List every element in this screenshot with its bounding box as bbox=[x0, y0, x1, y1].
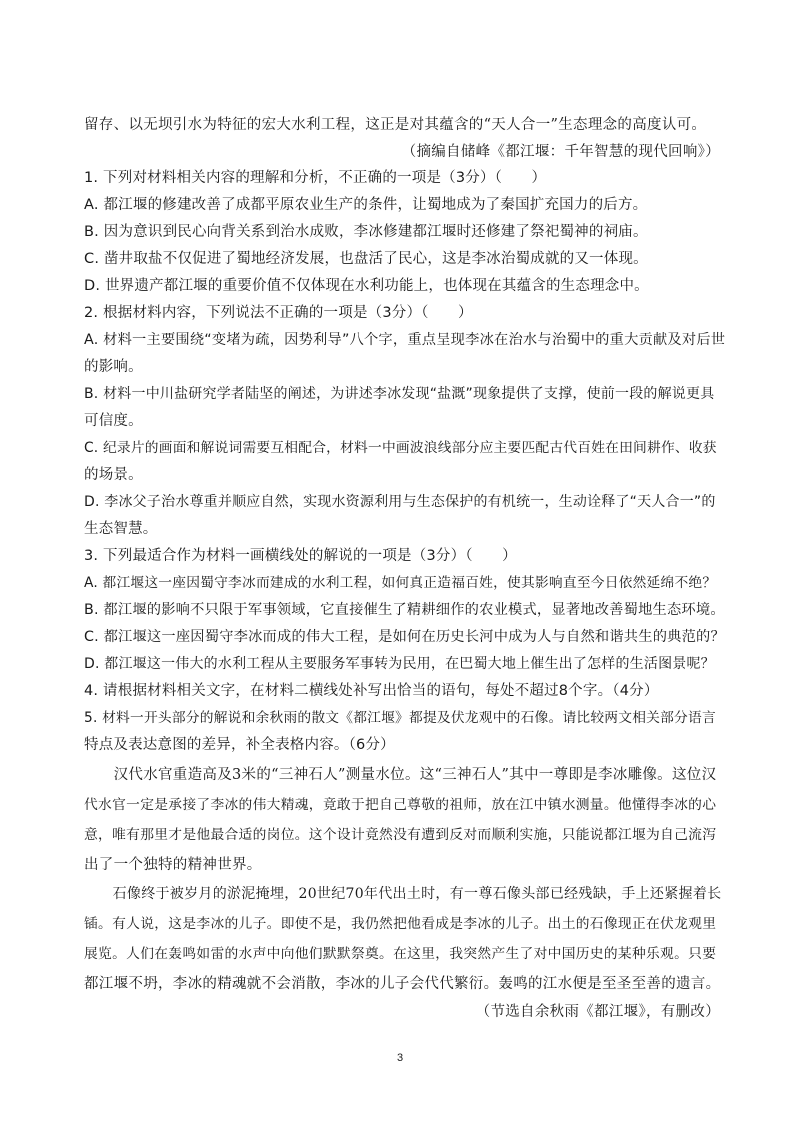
q2-option-c: C. 纪录片的画面和解说词需要互相配合，材料一中画波浪线部分应主要匹配古代百姓在田间耕作、收获 bbox=[84, 440, 717, 456]
question-4-stem: 4. 请根据材料相关文字，在材料二横线处补写出恰当的语句，每处不超过8个字。（4分） bbox=[84, 683, 659, 699]
q2-option-b-cont: 可信度。 bbox=[84, 413, 143, 429]
question-2-stem: 2. 根据材料内容，下列说法不正确的一项是（3分）（ ） bbox=[84, 305, 473, 321]
excerpt-line: 锸。有人说，这是李冰的儿子。即使不是，我仍然把他看成是李冰的儿子。出土的石像现正在伏龙观里 bbox=[84, 916, 717, 932]
q3-option-d: D. 都江堰这一伟大的水利工程从主要服务军事转为民用，在巴蜀大地上催生出了怎样的生活图景呢？ bbox=[84, 656, 715, 672]
excerpt-line: 都江堰不坍，李冰的精魂就不会消散，李冰的儿子会代代繁衍。轰鸣的江水便是至圣至善的遗言。 bbox=[84, 976, 721, 992]
q2-option-a-cont: 的影响。 bbox=[84, 359, 143, 375]
q3-option-c: C. 都江堰这一座因蜀守李冰而成的伟大工程，是如何在历史长河中成为人与自然和谐共生的典范的？ bbox=[84, 629, 725, 645]
excerpt-line: 代水官一定是承接了李冰的伟大精魂，竟敢于把自己尊敬的祖师，放在江中镇水测量。他懂得李冰的心 bbox=[84, 797, 717, 813]
excerpt-line: 展览。人们在轰鸣如雷的水声中向他们默默祭奠。在这里，我突然产生了对中国历史的某种乐观。只要 bbox=[84, 946, 717, 962]
q1-option-c: C. 凿井取盐不仅促进了蜀地经济发展，也盘活了民心，这是李冰治蜀成就的又一体现。 bbox=[84, 251, 648, 267]
question-5-stem-cont: 特点及表达意图的差异，补全表格内容。（6分） bbox=[84, 737, 395, 753]
q2-option-d-cont: 生态智慧。 bbox=[84, 521, 158, 537]
page-number: 3 bbox=[396, 1052, 404, 1064]
q3-option-b: B. 都江堰的影响不只限于军事领域，它直接催生了精耕细作的农业模式，显著地改善蜀地生态环境。 bbox=[84, 602, 725, 618]
q2-option-c-cont: 的场景。 bbox=[84, 467, 143, 483]
q2-option-d: D. 李冰父子治水尊重并顺应自然，实现水资源利用与生态保护的有机统一，生动诠释了“天人合一”的 bbox=[84, 494, 716, 510]
q1-option-a: A. 都江堰的修建改善了成都平原农业生产的条件，让蜀地成为了秦国扩充国力的后方。 bbox=[84, 197, 648, 213]
question-5-stem: 5. 材料一开头部分的解说和余秋雨的散文《都江堰》都提及伏龙观中的石像。请比较两文相关部分语言 bbox=[84, 710, 716, 726]
excerpt-line: 意，唯有那里才是他最合适的岗位。这个设计竟然没有遭到反对而顺利实施，只能说都江堰为自己流泻 bbox=[84, 827, 717, 843]
question-1-stem: 1. 下列对材料相关内容的理解和分析，不正确的一项是（3分）（ ） bbox=[84, 170, 547, 186]
excerpt-source: （节选自余秋雨《都江堰》，有删改） bbox=[475, 1004, 720, 1020]
q2-option-a: A. 材料一主要围绕“变堵为疏，因势利导”八个字，重点呈现李冰在治水与治蜀中的重大贡献及对后世 bbox=[84, 332, 726, 348]
passage-source: （摘编自储峰《都江堰：千年智慧的现代回响》） bbox=[401, 144, 720, 160]
q3-option-a: A. 都江堰这一座因蜀守李冰而建成的水利工程，如何真正造福百姓，使其影响直至今日依然延绵不绝？ bbox=[84, 575, 717, 591]
question-3-stem: 3. 下列最适合作为材料一画横线处的解说的一项是（3分）（ ） bbox=[84, 548, 517, 564]
q1-option-d: D. 世界遗产都江堰的重要价值不仅体现在水利功能上，也体现在其蕴含的生态理念中。 bbox=[84, 278, 649, 294]
excerpt-line: 汉代水官重造高及3米的“三神石人”测量水位。这“三神石人”其中一尊即是李冰雕像。这位汉 bbox=[84, 767, 717, 783]
q1-option-b: B. 因为意识到民心向背关系到治水成败，李冰修建都江堰时还修建了祭祀蜀神的祠庙。 bbox=[84, 224, 648, 240]
q2-option-b: B. 材料一中川盐研究学者陆坚的阐述，为讲述李冰发现“盐溉”现象提供了支撑，使前一段的解说更具 bbox=[84, 386, 715, 402]
excerpt-line: 石像终于被岁月的淤泥掩埋，20世纪70年代出土时，有一尊石像头部已经残缺，手上还紧握着长 bbox=[84, 886, 722, 902]
passage-line: 留存、以无坝引水为特征的宏大水利工程，这正是对其蕴含的“天人合一”生态理念的高度认可。 bbox=[84, 117, 707, 133]
excerpt-line: 出了一个独特的精神世界。 bbox=[84, 857, 262, 873]
